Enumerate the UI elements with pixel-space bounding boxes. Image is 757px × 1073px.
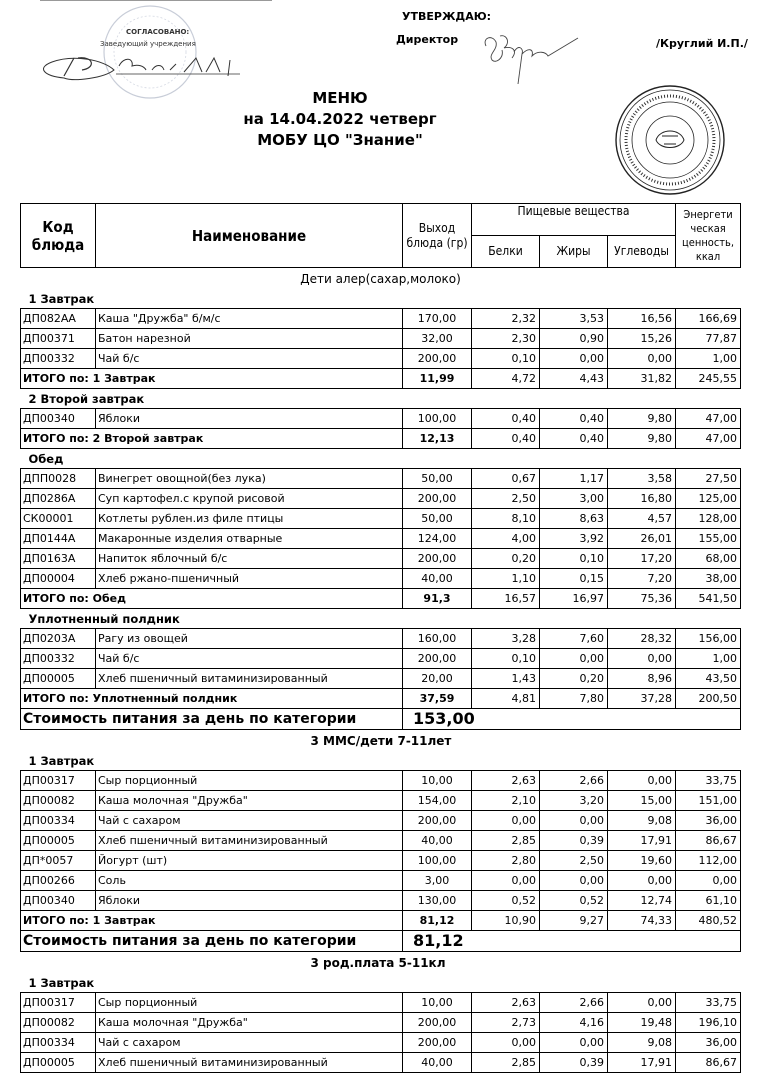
dish-name: Соль (96, 871, 403, 891)
dish-output: 3,00 (403, 871, 472, 891)
table-row (21, 771, 741, 791)
agreed-block (22, 0, 250, 104)
dish-energy: 196,10 (676, 1013, 741, 1033)
dish-energy: 36,00 (676, 1033, 741, 1053)
dish-protein: 0,00 (472, 811, 540, 831)
dish-carbs: 0,00 (608, 649, 676, 669)
dish-fat: 0,10 (540, 549, 608, 569)
dish-output: 50,00 (403, 469, 472, 489)
dish-energy: 125,00 (676, 489, 741, 509)
approve-title: УТВЕРЖДАЮ: (402, 10, 492, 23)
header-fat: Жиры (540, 236, 608, 268)
dish-output: 200,00 (403, 811, 472, 831)
dish-output: 200,00 (403, 1013, 472, 1033)
table-row (21, 831, 741, 851)
meal-total-row (21, 689, 741, 709)
daily-cost-label: Стоимость питания за день по категории (21, 931, 403, 952)
dish-output: 20,00 (403, 669, 472, 689)
dish-carbs: 16,80 (608, 489, 676, 509)
dish-carbs: 16,56 (608, 309, 676, 329)
dish-energy: 33,75 (676, 771, 741, 791)
dish-energy: 86,67 (676, 1053, 741, 1073)
header-name: Наименование (96, 204, 403, 268)
dish-energy: 0,00 (676, 871, 741, 891)
table-row (21, 509, 741, 529)
meal-heading-row (21, 289, 741, 309)
category-heading-row (21, 730, 741, 752)
dish-name: Хлеб пшеничный витаминизированный (96, 669, 403, 689)
dish-energy: 33,75 (676, 993, 741, 1013)
meal-total-row (21, 911, 741, 931)
total-output: 12,13 (403, 429, 472, 449)
dish-code: ДП00266 (21, 871, 96, 891)
dish-code: ДП00082 (21, 1013, 96, 1033)
dish-carbs: 0,00 (608, 349, 676, 369)
dish-code: ДП00332 (21, 649, 96, 669)
dish-protein: 2,73 (472, 1013, 540, 1033)
dish-energy: 68,00 (676, 549, 741, 569)
header-energy: Энергети ческая ценность, ккал (676, 204, 741, 268)
dish-code: ДП00334 (21, 811, 96, 831)
dish-protein: 8,10 (472, 509, 540, 529)
total-output: 37,59 (403, 689, 472, 709)
meal-heading-row (21, 609, 741, 629)
dish-output: 170,00 (403, 309, 472, 329)
dish-name: Яблоки (96, 409, 403, 429)
meal-heading-row (21, 973, 741, 993)
dish-energy: 47,00 (676, 409, 741, 429)
dish-energy: 77,87 (676, 329, 741, 349)
dish-energy: 86,67 (676, 831, 741, 851)
dish-output: 160,00 (403, 629, 472, 649)
dish-code: ДП00317 (21, 993, 96, 1013)
dish-name: Каша молочная "Дружба" (96, 791, 403, 811)
dish-code: ДП00005 (21, 669, 96, 689)
dish-carbs: 0,00 (608, 871, 676, 891)
total-carbs: 74,33 (608, 911, 676, 931)
dish-code: ДПП0028 (21, 469, 96, 489)
dish-code: ДП00340 (21, 409, 96, 429)
total-label: ИТОГО по: 1 Завтрак (21, 911, 403, 931)
dish-carbs: 9,08 (608, 811, 676, 831)
table-row (21, 569, 741, 589)
dish-fat: 0,40 (540, 409, 608, 429)
dish-code: ДП00082 (21, 791, 96, 811)
total-protein: 16,57 (472, 589, 540, 609)
agreed-title: СОГЛАСОВАНО: (126, 28, 190, 36)
dish-output: 200,00 (403, 349, 472, 369)
dish-carbs: 7,20 (608, 569, 676, 589)
table-row (21, 1053, 741, 1073)
dish-protein: 3,28 (472, 629, 540, 649)
total-fat: 9,27 (540, 911, 608, 931)
title-date: на 14.04.2022 четверг (243, 110, 437, 128)
table-row (21, 871, 741, 891)
dish-protein: 0,10 (472, 649, 540, 669)
meal-heading-row (21, 449, 741, 469)
dish-energy: 128,00 (676, 509, 741, 529)
dish-code: ДП0144А (21, 529, 96, 549)
header-carbs: Углеводы (608, 236, 676, 268)
total-carbs: 37,28 (608, 689, 676, 709)
dish-code: ДП00005 (21, 1053, 96, 1073)
table-row (21, 329, 741, 349)
meal-title: Обед (28, 451, 64, 466)
dish-name: Напиток яблочный б/с (96, 549, 403, 569)
dish-output: 50,00 (403, 509, 472, 529)
dish-output: 40,00 (403, 1053, 472, 1073)
dish-protein: 2,30 (472, 329, 540, 349)
dish-output: 40,00 (403, 569, 472, 589)
dish-name: Суп картофел.с крупой рисовой (96, 489, 403, 509)
dish-code: ДП*0057 (21, 851, 96, 871)
dish-name: Хлеб пшеничный витаминизированный (96, 1053, 403, 1073)
approve-role: Директор (396, 33, 459, 46)
header-nutrients: Пищевые вещества (472, 204, 676, 236)
daily-cost-value: 153,00 (403, 709, 741, 730)
dish-name: Каша молочная "Дружба" (96, 1013, 403, 1033)
dish-energy: 1,00 (676, 349, 741, 369)
dish-energy: 38,00 (676, 569, 741, 589)
dish-protein: 2,85 (472, 831, 540, 851)
dish-fat: 0,52 (540, 891, 608, 911)
header-protein: Белки (472, 236, 540, 268)
total-energy: 541,50 (676, 589, 741, 609)
dish-protein: 0,67 (472, 469, 540, 489)
dish-fat: 3,20 (540, 791, 608, 811)
dish-output: 10,00 (403, 993, 472, 1013)
meal-title: Уплотненный полдник (28, 611, 180, 626)
dish-protein: 1,43 (472, 669, 540, 689)
table-row (21, 549, 741, 569)
dish-fat: 3,00 (540, 489, 608, 509)
dish-fat: 3,92 (540, 529, 608, 549)
dish-carbs: 17,20 (608, 549, 676, 569)
total-label: ИТОГО по: 2 Второй завтрак (21, 429, 403, 449)
dish-name: Сыр порционный (96, 771, 403, 791)
dish-name: Макаронные изделия отварные (96, 529, 403, 549)
total-label: ИТОГО по: Уплотненный полдник (21, 689, 403, 709)
dish-protein: 0,10 (472, 349, 540, 369)
category-title: 3 род.плата 5-11кл (310, 955, 446, 970)
dish-output: 40,00 (403, 831, 472, 851)
table-row (21, 649, 741, 669)
dish-protein: 2,80 (472, 851, 540, 871)
dish-name: Винегрет овощной(без лука) (96, 469, 403, 489)
table-row (21, 309, 741, 329)
dish-carbs: 17,91 (608, 1053, 676, 1073)
category-heading-row (21, 952, 741, 974)
dish-output: 32,00 (403, 329, 472, 349)
meal-total-row (21, 369, 741, 389)
dish-protein: 1,10 (472, 569, 540, 589)
dish-fat: 2,66 (540, 771, 608, 791)
dish-code: ДП0286А (21, 489, 96, 509)
dish-fat: 0,00 (540, 871, 608, 891)
total-energy: 47,00 (676, 429, 741, 449)
dish-output: 100,00 (403, 851, 472, 871)
total-protein: 10,90 (472, 911, 540, 931)
dish-name: Йогурт (шт) (96, 851, 403, 871)
meal-heading-row (21, 389, 741, 409)
dish-protein: 0,00 (472, 871, 540, 891)
meal-heading-row (21, 751, 741, 771)
dish-carbs: 0,00 (608, 993, 676, 1013)
dish-code: ДП00317 (21, 771, 96, 791)
dish-protein: 4,00 (472, 529, 540, 549)
dish-carbs: 19,60 (608, 851, 676, 871)
dish-code: ДП00005 (21, 831, 96, 851)
total-label: ИТОГО по: Обед (21, 589, 403, 609)
official-seal-icon (608, 84, 732, 196)
total-fat: 0,40 (540, 429, 608, 449)
meal-title: 2 Второй завтрак (28, 391, 145, 406)
meal-title: 1 Завтрак (28, 753, 95, 768)
dish-fat: 0,20 (540, 669, 608, 689)
dish-protein: 0,20 (472, 549, 540, 569)
dish-code: ДП0203А (21, 629, 96, 649)
dish-output: 200,00 (403, 549, 472, 569)
dish-output: 100,00 (403, 409, 472, 429)
total-carbs: 75,36 (608, 589, 676, 609)
meal-title: 1 Завтрак (28, 291, 95, 306)
dish-name: Яблоки (96, 891, 403, 911)
header-code: Код блюда (21, 204, 96, 268)
dish-energy: 43,50 (676, 669, 741, 689)
dish-fat: 0,00 (540, 811, 608, 831)
category-title: 3 ММС/дети 7-11лет (310, 733, 452, 748)
table-row (21, 409, 741, 429)
dish-fat: 0,00 (540, 349, 608, 369)
category-title: Дети алер(сахар,молоко) (300, 271, 461, 286)
dish-carbs: 19,48 (608, 1013, 676, 1033)
total-label: ИТОГО по: 1 Завтрак (21, 369, 403, 389)
dish-code: ДП00371 (21, 329, 96, 349)
dish-carbs: 0,00 (608, 771, 676, 791)
dish-carbs: 8,96 (608, 669, 676, 689)
dish-fat: 3,53 (540, 309, 608, 329)
dish-carbs: 9,08 (608, 1033, 676, 1053)
total-fat: 7,80 (540, 689, 608, 709)
total-energy: 480,52 (676, 911, 741, 931)
dish-fat: 0,15 (540, 569, 608, 589)
signature-icon (34, 48, 254, 84)
meal-title: 1 Завтрак (28, 975, 95, 990)
header-output: Выход блюда (гр) (403, 204, 472, 268)
dish-name: Батон нарезной (96, 329, 403, 349)
dish-name: Хлеб ржано-пшеничный (96, 569, 403, 589)
dish-fat: 8,63 (540, 509, 608, 529)
approver-name: /Круглий И.П./ (656, 37, 748, 50)
table-row (21, 891, 741, 911)
table-row (21, 811, 741, 831)
dish-protein: 2,50 (472, 489, 540, 509)
total-fat: 16,97 (540, 589, 608, 609)
table-row (21, 349, 741, 369)
dish-carbs: 3,58 (608, 469, 676, 489)
dish-fat: 2,66 (540, 993, 608, 1013)
dish-carbs: 4,57 (608, 509, 676, 529)
dish-energy: 112,00 (676, 851, 741, 871)
dish-output: 10,00 (403, 771, 472, 791)
divider (40, 0, 272, 1)
total-protein: 4,72 (472, 369, 540, 389)
agreed-role: Заведующий учреждения (100, 40, 196, 48)
dish-name: Чай б/с (96, 649, 403, 669)
title-menu: МЕНЮ (312, 89, 368, 107)
table-row (21, 791, 741, 811)
dish-protein: 0,52 (472, 891, 540, 911)
dish-code: ДП00332 (21, 349, 96, 369)
daily-cost-row (21, 709, 741, 730)
dish-fat: 2,50 (540, 851, 608, 871)
table-row (21, 669, 741, 689)
total-protein: 4,81 (472, 689, 540, 709)
dish-carbs: 26,01 (608, 529, 676, 549)
dish-fat: 0,00 (540, 1033, 608, 1053)
dish-carbs: 12,74 (608, 891, 676, 911)
dish-code: СК00001 (21, 509, 96, 529)
dish-output: 200,00 (403, 1033, 472, 1053)
total-carbs: 9,80 (608, 429, 676, 449)
dish-code: ДП0163А (21, 549, 96, 569)
total-output: 11,99 (403, 369, 472, 389)
dish-code: ДП00340 (21, 891, 96, 911)
dish-fat: 1,17 (540, 469, 608, 489)
director-signature-icon (478, 24, 588, 94)
dish-output: 154,00 (403, 791, 472, 811)
document-title (220, 88, 460, 151)
dish-name: Рагу из овощей (96, 629, 403, 649)
dish-energy: 1,00 (676, 649, 741, 669)
total-carbs: 31,82 (608, 369, 676, 389)
dish-output: 130,00 (403, 891, 472, 911)
meal-total-row (21, 589, 741, 609)
dish-energy: 166,69 (676, 309, 741, 329)
dish-energy: 156,00 (676, 629, 741, 649)
table-row (21, 1033, 741, 1053)
dish-protein: 2,10 (472, 791, 540, 811)
title-organization: МОБУ ЦО "Знание" (257, 131, 423, 149)
dish-name: Чай с сахаром (96, 811, 403, 831)
daily-cost-label: Стоимость питания за день по категории (21, 709, 403, 730)
dish-energy: 155,00 (676, 529, 741, 549)
total-output: 91,3 (403, 589, 472, 609)
dish-carbs: 9,80 (608, 409, 676, 429)
dish-fat: 0,39 (540, 1053, 608, 1073)
total-protein: 0,40 (472, 429, 540, 449)
dish-protein: 2,32 (472, 309, 540, 329)
dish-energy: 27,50 (676, 469, 741, 489)
table-row (21, 529, 741, 549)
dish-code: ДП00004 (21, 569, 96, 589)
total-energy: 245,55 (676, 369, 741, 389)
table-row (21, 851, 741, 871)
dish-energy: 36,00 (676, 811, 741, 831)
dish-protein: 2,85 (472, 1053, 540, 1073)
dish-output: 124,00 (403, 529, 472, 549)
dish-fat: 4,16 (540, 1013, 608, 1033)
table-row (21, 1013, 741, 1033)
dish-carbs: 17,91 (608, 831, 676, 851)
table-row (21, 629, 741, 649)
dish-fat: 0,00 (540, 649, 608, 669)
table-row (21, 993, 741, 1013)
dish-protein: 2,63 (472, 771, 540, 791)
dish-carbs: 15,26 (608, 329, 676, 349)
table-row (21, 489, 741, 509)
dish-fat: 0,39 (540, 831, 608, 851)
category-heading-row (21, 268, 741, 290)
total-output: 81,12 (403, 911, 472, 931)
dish-protein: 0,00 (472, 1033, 540, 1053)
dish-fat: 7,60 (540, 629, 608, 649)
dish-code: ДП00334 (21, 1033, 96, 1053)
total-energy: 200,50 (676, 689, 741, 709)
daily-cost-value: 81,12 (403, 931, 741, 952)
dish-carbs: 28,32 (608, 629, 676, 649)
meal-total-row (21, 429, 741, 449)
dish-energy: 151,00 (676, 791, 741, 811)
dish-code: ДП082АА (21, 309, 96, 329)
dish-energy: 61,10 (676, 891, 741, 911)
dish-protein: 0,40 (472, 409, 540, 429)
daily-cost-row (21, 931, 741, 952)
menu-body (21, 268, 741, 1073)
dish-name: Чай б/с (96, 349, 403, 369)
dish-name: Хлеб пшеничный витаминизированный (96, 831, 403, 851)
table-row (21, 469, 741, 489)
dish-protein: 2,63 (472, 993, 540, 1013)
dish-output: 200,00 (403, 489, 472, 509)
total-fat: 4,43 (540, 369, 608, 389)
dish-name: Сыр порционный (96, 993, 403, 1013)
dish-fat: 0,90 (540, 329, 608, 349)
dish-name: Котлеты рублен.из филе птицы (96, 509, 403, 529)
dish-name: Каша "Дружба" б/м/с (96, 309, 403, 329)
dish-output: 200,00 (403, 649, 472, 669)
dish-name: Чай с сахаром (96, 1033, 403, 1053)
menu-table (20, 203, 741, 1073)
dish-carbs: 15,00 (608, 791, 676, 811)
